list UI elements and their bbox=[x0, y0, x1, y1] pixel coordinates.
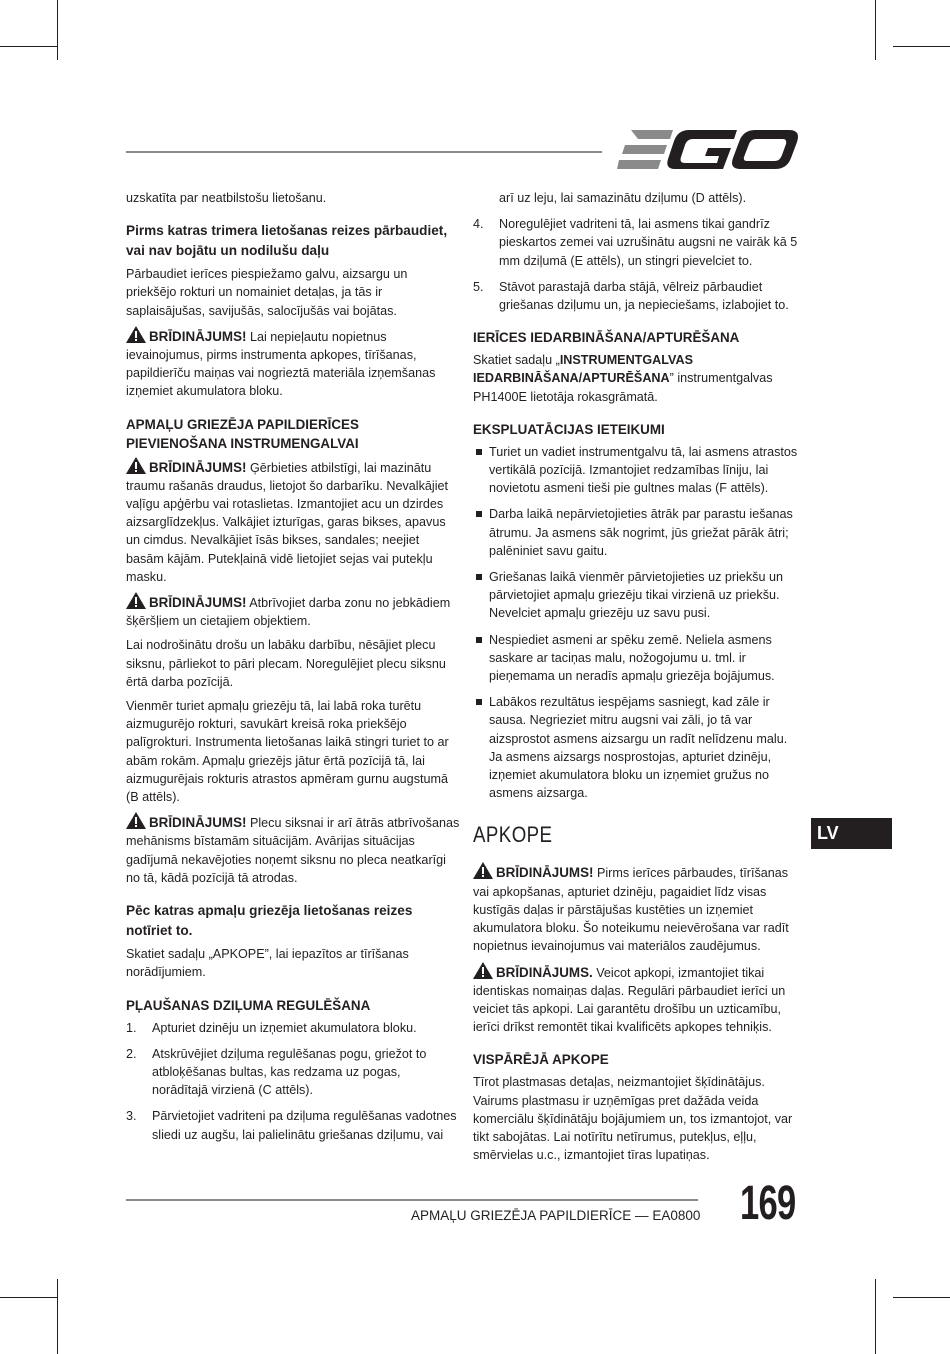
ego-logo bbox=[617, 128, 799, 172]
right-column bbox=[473, 189, 803, 1170]
list-item bbox=[473, 568, 803, 623]
crop-mark bbox=[0, 46, 57, 47]
tip-text: Darba laikā nepārvietojieties ātrāk par parastu iešanas ātrumu. Ja asmens sāk nogrimt, jūs griežat pārāk ātri; palēniniet savu gaitu. bbox=[489, 507, 793, 558]
paragraph bbox=[473, 351, 803, 406]
tips-list bbox=[473, 443, 803, 803]
paragraph: Tīrot plastmasas detaļas, neizmantojiet šķīdinātājus. Vairums plastmasu ir uzņēmīgas pret dažāda veida komerciālu šķīdinātāju bojājumiem un, tos izmantojot, var tikt sabojātas. Lai notīrītu netīrumus, putekļus, eļļu, smērvielas u.c., izmantojiet tīras lupatiņas. bbox=[473, 1075, 793, 1163]
bullet-icon bbox=[476, 637, 482, 643]
crop-mark bbox=[0, 1297, 57, 1298]
intro-text: uzskatīta par neatbilstošu lietošanu. bbox=[126, 191, 327, 205]
heading-general-maintenance: VISPĀRĒJĀ APKOPE bbox=[473, 1052, 609, 1068]
list-item bbox=[473, 278, 803, 314]
paragraph: Skatiet sadaļu „APKOPE”, lai iepazītos ar tīrīšanas norādījumiem. bbox=[126, 947, 409, 980]
warning-icon bbox=[126, 326, 146, 343]
header-rule bbox=[126, 151, 602, 153]
crop-mark bbox=[875, 1279, 876, 1354]
subheading-inspect: Pirms katras trimera lietošanas reizes pārbaudiet, vai nav bojātu un nodilušu daļu bbox=[126, 223, 448, 259]
page-number: 169 bbox=[740, 1177, 796, 1230]
tip-text: Labākos rezultātus iespējams sasniegt, kad zāle ir sausa. Negrieziet mitru augsni vai zāli, jo tā var aizsprostot asmens aizsargu un radīt nelīdzenu malu. Ja asmens aizsargs nosprostojas, apturiet dzinēju, izņemiet akumulatora bloku un izņemiet gružus no asmens aizsarga. bbox=[489, 695, 788, 801]
warning-block bbox=[126, 592, 460, 630]
step-number: 3. bbox=[126, 1109, 137, 1124]
list-item bbox=[473, 215, 803, 270]
heading-attach: APMAĻU GRIEZĒJA PAPILDIERĪCES PIEVIENOŠANA INSTRUMENGALVAI bbox=[126, 416, 359, 451]
step-number: 2. bbox=[126, 1046, 137, 1061]
warning-label: BRĪDINĀJUMS! bbox=[149, 459, 247, 475]
crop-mark bbox=[57, 1279, 58, 1354]
warning-label: BRĪDINĀJUMS. bbox=[496, 964, 593, 980]
warning-block bbox=[126, 326, 460, 401]
warning-block bbox=[126, 457, 460, 586]
step-number: 1. bbox=[126, 1020, 137, 1035]
step-text: Noregulējiet vadriteni tā, lai asmens tikai gandrīz pieskartos zemei vai uzrušinātu augsni ne vairāk kā 5 mm dziļumā (E attēls), un stingri pievelciet to. bbox=[499, 217, 798, 268]
list-item bbox=[473, 693, 803, 802]
bullet-icon bbox=[476, 699, 482, 705]
text-run: Skatiet sadaļu „ bbox=[473, 353, 560, 368]
crop-mark bbox=[893, 46, 950, 47]
bullet-icon bbox=[476, 511, 482, 517]
warning-text: Lai nepieļautu nopietnus ievainojumus, pirms instrumenta apkopes, tīrīšanas, papildierīču maiņas vai nogrieztā materiāla izņemšanas izņemiet akumulatora bloku. bbox=[126, 329, 436, 399]
step-text: Stāvot parastajā darba stājā, vēlreiz pārbaudiet griešanas dziļumu un, ja nepieciešams, izlabojiet to. bbox=[499, 279, 789, 313]
warning-icon bbox=[473, 862, 493, 879]
warning-block bbox=[473, 862, 803, 955]
warning-icon bbox=[126, 457, 146, 474]
warning-text: Atbrīvojiet darba zonu no jebkādiem šķēršļiem un cietajiem objektiem. bbox=[126, 596, 451, 629]
depth-steps bbox=[126, 1019, 460, 1144]
language-tab: LV bbox=[811, 818, 892, 849]
list-item bbox=[473, 631, 803, 686]
crop-mark bbox=[875, 0, 876, 60]
warning-icon bbox=[473, 962, 493, 979]
text-run: ” instrumentgalvas PH1400E lietotāja rokasgrāmatā. bbox=[473, 371, 773, 404]
bullet-icon bbox=[476, 574, 482, 580]
footer-title: APMAĻU GRIEZĒJA PAPILDIERĪCE — EA0800 bbox=[411, 1208, 701, 1223]
subheading-clean: Pēc katras apmaļu griezēja lietošanas reizes notīriet to. bbox=[126, 903, 413, 939]
list-item bbox=[473, 505, 803, 560]
heading-tips: EKSPLUATĀCIJAS IETEIKUMI bbox=[473, 421, 665, 437]
heading-start-stop: IERĪCES IEDARBINĀŠANA/APTURĒŠANA bbox=[473, 330, 740, 346]
list-item bbox=[126, 1019, 460, 1037]
warning-label: BRĪDINĀJUMS! bbox=[149, 595, 247, 611]
footer-rule bbox=[126, 1199, 698, 1201]
tip-text: Griešanas laikā vienmēr pārvietojieties uz priekšu un pārvietojiet apmaļu griezēju tikai virzienā uz priekšu. Nevelciet apmaļu griezēju uz savu pusi. bbox=[489, 570, 783, 621]
warning-text: Plecu siksnai ir arī ātrās atbrīvošanas mehānisms bīstamām situācijām. Avārijas situācijas gadījumā nekavējoties noņemt siksnu no pleca neatkarīgi no tā, kādā pozīcijā tā atrodas. bbox=[126, 816, 460, 885]
paragraph: Vienmēr turiet apmaļu griezēju tā, lai labā roka turētu aizmugurējo rokturi, savukārt kreisā roka priekšējo palīgrokturi. Instrumenta lietošanas laikā stingri turiet to ar abām rokām. Apmaļu griezējs jātur ērtā pozīcijā tā, lai aizmugurējais rokturis atrastos apmēram gurnu augstumā (B attēls). bbox=[126, 699, 449, 805]
warning-icon bbox=[126, 592, 146, 609]
heading-depth: PĻAUŠANAS DZIĻUMA REGULĒŠANA bbox=[126, 997, 371, 1013]
bullet-icon bbox=[476, 449, 482, 455]
warning-text: Veicot apkopi, izmantojiet tikai identiskas nomaiņas daļas. Regulāri pārbaudiet ierīci un veiciet tās apkopi. Lai garantētu drošību un uzticamību, ierīci drīkst remontēt tikai kvalificēts apkopes tehniķis. bbox=[473, 965, 786, 1035]
warning-icon bbox=[126, 812, 146, 829]
section-reference: INSTRUMENTGALVAS IEDARBINĀŠANA/APTURĒŠANA bbox=[473, 353, 693, 386]
left-column bbox=[126, 189, 460, 1152]
list-item bbox=[473, 443, 803, 498]
list-item bbox=[126, 1107, 460, 1143]
paragraph: Lai nodrošinātu drošu un labāku darbību, nēsājiet plecu siksnu, pārliekot to pāri plecam. Noregulējiet plecu siksnu ērtā darba pozīcijā. bbox=[126, 638, 446, 689]
warning-block bbox=[473, 962, 803, 1037]
step-number: 4. bbox=[473, 217, 484, 232]
list-item bbox=[126, 1045, 460, 1100]
crop-mark bbox=[57, 0, 58, 60]
warning-label: BRĪDINĀJUMS! bbox=[496, 865, 594, 881]
section-title: APKOPE bbox=[473, 822, 553, 848]
warning-label: BRĪDINĀJUMS! bbox=[149, 815, 247, 831]
step-continuation: arī uz leju, lai samazinātu dziļumu (D attēls). bbox=[499, 191, 747, 205]
warning-text: Ģērbieties atbilstīgi, lai mazinātu traumu rašanās draudus, lietojot šo darbarīku. Nevalkājiet vaļīgu apģērbu vai rotaslietas. Izmantojiet acu un dzirdes aizsarglīdzekļus. Valkājiet izturīgas, garas bikses, apavus un cimdus. Nevalkājiet īsās bikses, sandales; neejiet basām kājām. Putekļainā vidē lietojiet sejas vai putekļu masku. bbox=[126, 460, 449, 584]
warning-block bbox=[126, 812, 460, 887]
tip-text: Turiet un vadiet instrumentgalvu tā, lai asmens atrastos vertikālā pozīcijā. Izmantojiet redzamības līniju, lai novietotu asmeni tieši pie gultnes malas (F attēls). bbox=[489, 444, 798, 496]
depth-steps-continued bbox=[473, 215, 803, 314]
paragraph: Pārbaudiet ierīces piespiežamo galvu, aizsargu un priekšējo rokturi un nomainiet detaļas, ja tās ir saplaisājušas, savijušās, salocījušās vai bojātas. bbox=[126, 267, 408, 318]
crop-mark bbox=[893, 1297, 950, 1298]
step-text: Apturiet dzinēju un izņemiet akumulatora bloku. bbox=[152, 1020, 417, 1035]
step-text: Pārvietojiet vadriteni pa dziļuma regulēšanas vadotnes sliedi uz augšu, lai palielinātu griešanas dziļumu, vai bbox=[152, 1109, 457, 1142]
step-text: Atskrūvējiet dziļuma regulēšanas pogu, griežot to atbloķēšanas bultas, kas redzama uz pogas, norādītajā virzienā (C attēls). bbox=[152, 1046, 427, 1098]
step-number: 5. bbox=[473, 279, 484, 294]
tip-text: Nespiediet asmeni ar spēku zemē. Neliela asmens saskare ar taciņas malu, nožogojumu u. tml. ir pieņemama un neradīs apmaļu griezēja bojājumus. bbox=[489, 632, 775, 684]
warning-label: BRĪDINĀJUMS! bbox=[149, 328, 247, 344]
warning-text: Pirms ierīces pārbaudes, tīrīšanas vai apkopšanas, apturiet dzinēju, pagaidiet līdz visas kustīgās daļas ir pārstājušas kustēties un izņemiet akumulatora bloku. Šo noteikumu neievērošana var radīt nopietnus ievainojumus vai materiālos zaudējumus. bbox=[473, 866, 789, 954]
